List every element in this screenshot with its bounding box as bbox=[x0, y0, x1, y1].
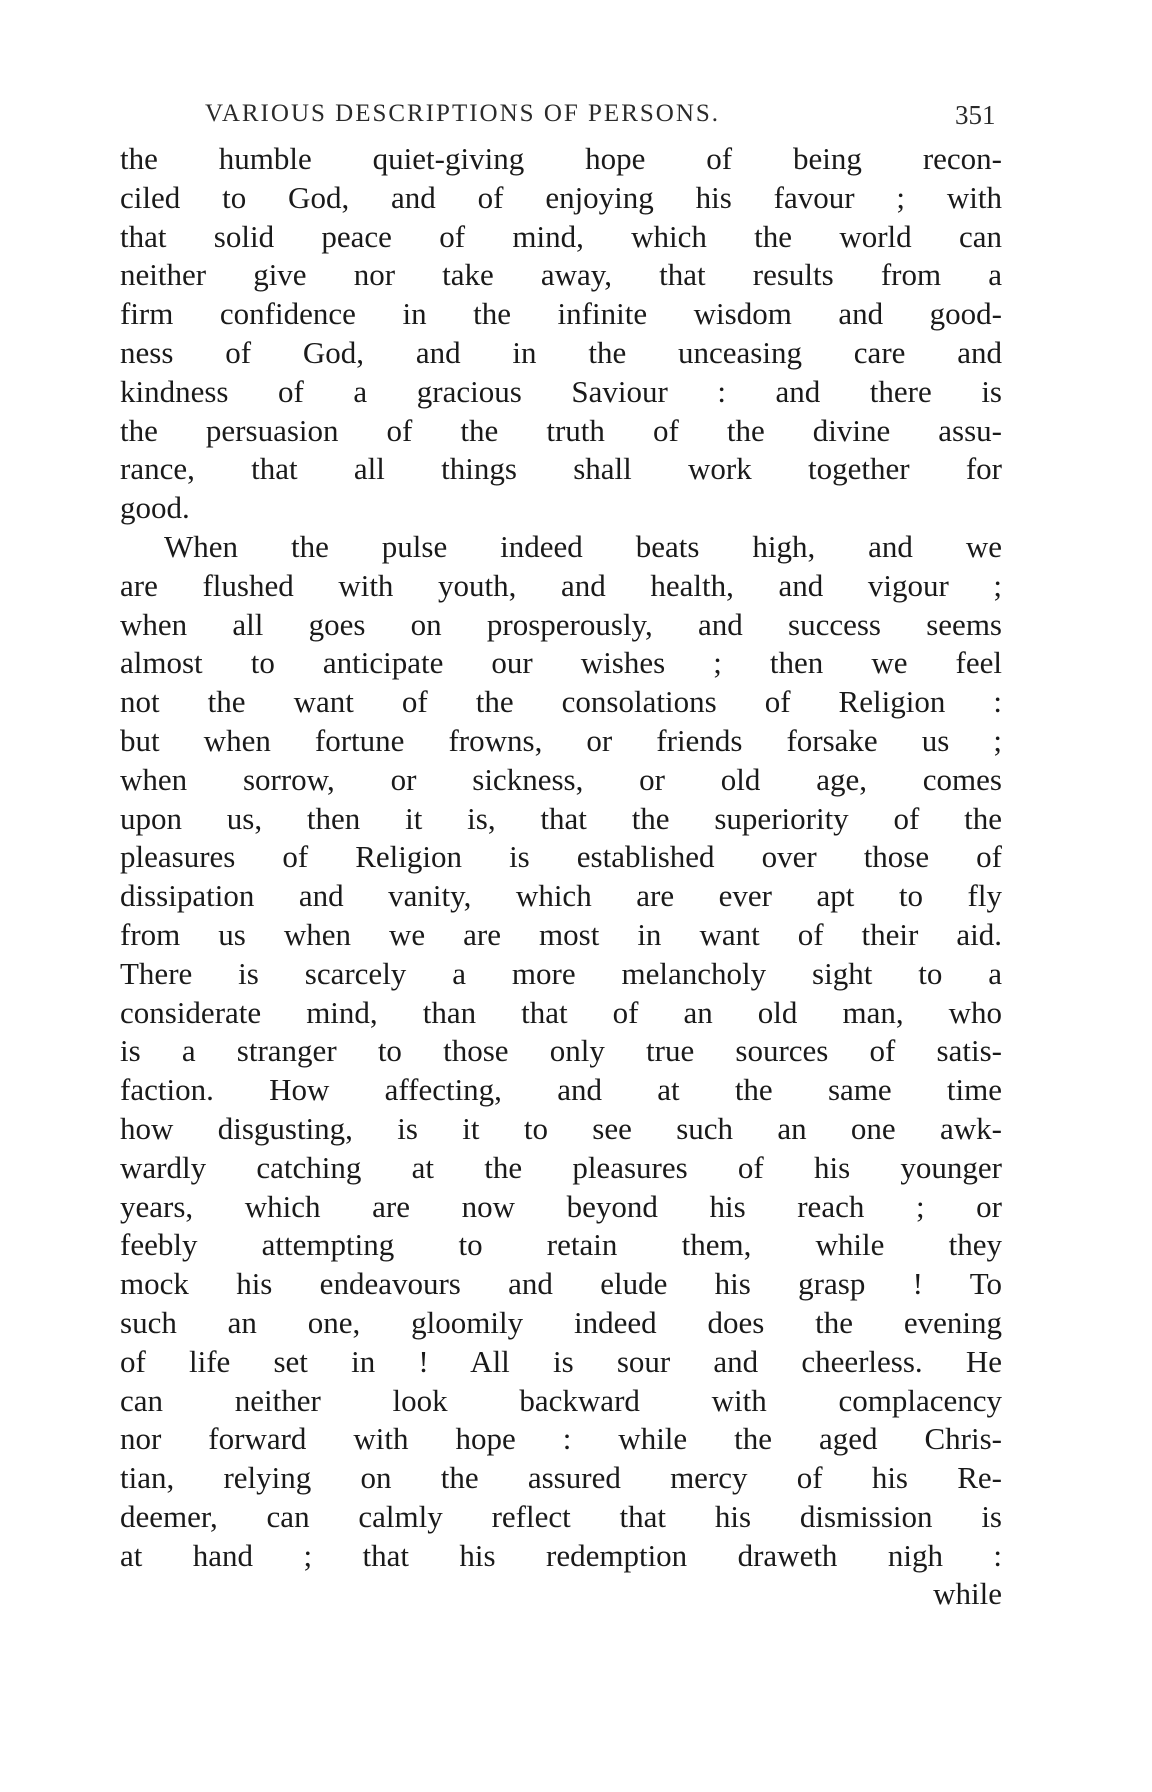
page-number: 351 bbox=[955, 100, 996, 130]
text-line: are flushed with youth, and health, and vigour ; bbox=[120, 567, 1002, 603]
text-line: not the want of the consolations of Religion : bbox=[120, 684, 1002, 720]
text-line: neither give nor take away, that results from a bbox=[120, 257, 1002, 293]
text-line: upon us, then it is, that the superiority of the bbox=[120, 800, 1002, 836]
text-line: There is scarcely a more melancholy sight to a bbox=[120, 955, 1002, 991]
text-line: years, which are now beyond his reach ; or bbox=[120, 1188, 1002, 1224]
text-line: feebly attempting to retain them, while they bbox=[120, 1227, 1002, 1263]
text-line: good. bbox=[120, 490, 190, 526]
text-line: ness of God, and in the unceasing care and bbox=[120, 334, 1002, 370]
text-line: how disgusting, is it to see such an one awk- bbox=[120, 1110, 1002, 1146]
text-line: faction. How affecting, and at the same time bbox=[120, 1072, 1002, 1108]
text-line: almost to anticipate our wishes ; then we feel bbox=[120, 645, 1002, 681]
text-line: deemer, can calmly reflect that his dismission is bbox=[120, 1498, 1002, 1534]
text-line: tian, relying on the assured mercy of his Re- bbox=[120, 1460, 1002, 1496]
text-line: When the pulse indeed beats high, and we bbox=[164, 528, 1002, 564]
text-line: at hand ; that his redemption draweth nigh : bbox=[120, 1537, 1002, 1573]
text-line: from us when we are most in want of their aid. bbox=[120, 916, 1002, 952]
text-line: the humble quiet-giving hope of being recon- bbox=[120, 141, 1002, 176]
text-line: nor forward with hope : while the aged Chris- bbox=[120, 1421, 1002, 1457]
text-line: but when fortune frowns, or friends forsake us ; bbox=[120, 722, 1002, 758]
text-line: mock his endeavours and elude his grasp ! To bbox=[120, 1266, 1002, 1302]
text-line: can neither look backward with complacency bbox=[120, 1382, 1002, 1418]
text-line: rance, that all things shall work together for bbox=[120, 451, 1002, 487]
text-line: pleasures of Religion is established over those of bbox=[120, 839, 1002, 875]
text-line: of life set in ! All is sour and cheerless. He bbox=[120, 1343, 1002, 1379]
text-line: dissipation and vanity, which are ever apt to fly bbox=[120, 878, 1002, 914]
text-line: ciled to God, and of enjoying his favour ; with bbox=[120, 179, 1002, 215]
text-line: kindness of a gracious Saviour : and there is bbox=[120, 373, 1002, 409]
text-line: wardly catching at the pleasures of his younger bbox=[120, 1149, 1002, 1185]
text-line: when all goes on prosperously, and success seems bbox=[120, 606, 1002, 642]
catchword bbox=[120, 1575, 1002, 1614]
text-line: that solid peace of mind, which the world can bbox=[120, 218, 1002, 254]
text-line: is a stranger to those only true sources of satis- bbox=[120, 1033, 1002, 1069]
text-line: such an one, gloomily indeed does the evening bbox=[120, 1304, 1002, 1340]
text-line: when sorrow, or sickness, or old age, comes bbox=[120, 761, 1002, 797]
text-line: firm confidence in the infinite wisdom and good- bbox=[120, 296, 1002, 332]
catchword-text: while bbox=[933, 1576, 1002, 1612]
text-line: the persuasion of the truth of the divine assu- bbox=[120, 412, 1002, 448]
running-head: VARIOUS DESCRIPTIONS OF PERSONS. bbox=[205, 100, 721, 127]
body-text bbox=[120, 140, 1002, 1614]
text-line: considerate mind, than that of an old man, who bbox=[120, 994, 1002, 1030]
